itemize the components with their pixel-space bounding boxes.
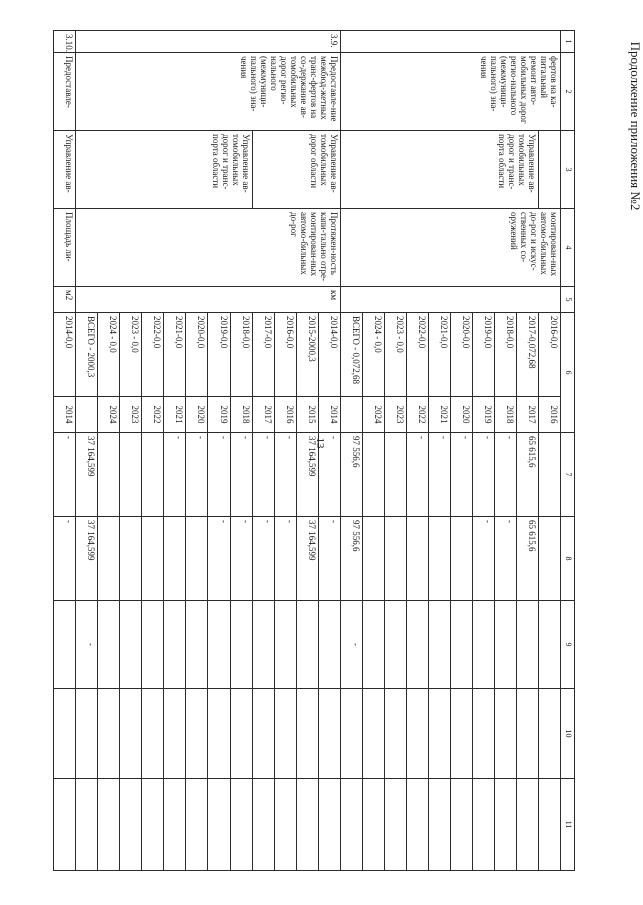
header-row <box>561 31 575 871</box>
block2-amount-regional: - <box>230 517 252 601</box>
block2-plan-value: 2019-0,0 <box>208 313 230 397</box>
block2-plan-value: 2022-0,0 <box>142 313 164 397</box>
block2-plan-value: 2016-0,0 <box>274 313 296 397</box>
block2-amount-regional: - <box>274 517 296 601</box>
block2-year: 2018 <box>230 397 252 433</box>
block1-plan-value: 2024 - 0,0 <box>362 313 384 397</box>
block2-amount: - <box>164 433 186 517</box>
block2-plan-value: 2018-0,0 <box>230 313 252 397</box>
block2-amount: - <box>208 433 230 517</box>
table-row <box>516 31 538 871</box>
block1-amount-regional: - <box>472 517 494 601</box>
block1-plan-value: 2020-0,0 <box>450 313 472 397</box>
block1-amount-regional <box>428 517 450 601</box>
block2-plan-value: 2023 - 0,0 <box>120 313 142 397</box>
header-col-8: 8 <box>561 517 575 601</box>
block1-col11 <box>538 779 560 871</box>
table-row <box>318 31 340 871</box>
block2-year: 2020 <box>186 397 208 433</box>
block2-amount: - <box>230 433 252 517</box>
block1-col10 <box>538 689 560 779</box>
block2-total-amount-regional: 37 164,599 <box>76 517 98 601</box>
header-col-9: 9 <box>561 601 575 689</box>
block1-year: 2024 <box>362 397 384 433</box>
block1-total-amount: 97 556,6 <box>340 433 362 517</box>
header-col-11: 11 <box>561 779 575 871</box>
header-col-2: 2 <box>561 53 575 131</box>
block2-description: Предоставле-ние межбюд-жетных транс-фертов на со-держание ав-томобильных дорог регио-нального (межмуници-пального) зна-чения <box>76 53 340 131</box>
block1-executor-top <box>538 131 560 209</box>
table-row <box>230 31 252 871</box>
block2-amount-regional: - <box>252 517 274 601</box>
table-row <box>54 31 76 871</box>
block1-unit <box>340 287 560 313</box>
block2-plan-value: 2014-0,0 <box>318 313 340 397</box>
block1-plan-value: 2019-0,0 <box>472 313 494 397</box>
block2-year: 2022 <box>142 397 164 433</box>
header-col-3: 3 <box>561 131 575 209</box>
header-col-4: 4 <box>561 209 575 287</box>
block2-amount <box>98 433 120 517</box>
block1-amount-regional <box>384 517 406 601</box>
block3-plan-value: 2014-0,0 <box>54 313 76 397</box>
block2-amount-regional: - <box>318 517 340 601</box>
block2-amount: - <box>252 433 274 517</box>
block1-plan-value: 2018-0,0 <box>494 313 516 397</box>
block1-amount: - <box>450 433 472 517</box>
block1-amount: - <box>428 433 450 517</box>
page-number: 13 <box>314 437 326 449</box>
block1-col9 <box>538 601 560 689</box>
block2-total-col9: - <box>76 601 98 689</box>
block1-amount-regional: 65 615,6 <box>516 517 538 601</box>
block1-year: 2020 <box>450 397 472 433</box>
block1-total-amount-regional: 97 556,6 <box>340 517 362 601</box>
block2-plan-value: 2020-0,0 <box>186 313 208 397</box>
block2-executor-b: Управление ав-томобильных дорог и транс-порта области <box>76 131 252 209</box>
block2-amount-regional <box>98 517 120 601</box>
block1-amount-regional <box>362 517 384 601</box>
block2-indicator: Протяжен-ность капи-тально отре-монтирован-ных автомо-бильных до-рог <box>76 209 340 287</box>
block2-amount-regional <box>186 517 208 601</box>
block3-indicator: Площадь ли- <box>54 209 76 287</box>
block2-amount <box>142 433 164 517</box>
block1-plan-value: 2021-0,0 <box>428 313 450 397</box>
block1-total-col9: - <box>340 601 362 689</box>
header-col-6: 6 <box>561 313 575 433</box>
block1-amount <box>538 433 560 517</box>
block1-amount-regional: - <box>494 517 516 601</box>
block3-description: Предоставле- <box>54 53 76 131</box>
block3-year: 2014 <box>54 397 76 433</box>
block2-year: 2017 <box>252 397 274 433</box>
block1-total-year <box>340 397 362 433</box>
block2-amount-regional: - <box>208 517 230 601</box>
block1-amount: - <box>472 433 494 517</box>
block1-indicator: монтирован-ных автомо-бильных до-рог и искус-ственных со-оружений <box>340 209 560 287</box>
block2-plan-value: 2015-2000,3 <box>296 313 318 397</box>
block1-plan-value: 2017-0,072,68 <box>516 313 538 397</box>
block2-unit: км <box>76 287 340 313</box>
appendix-table <box>53 30 575 871</box>
block1-amount: - <box>406 433 428 517</box>
block3-amount-regional: - <box>54 517 76 601</box>
block1-year: 2022 <box>406 397 428 433</box>
block2-total-amount: 37 164,599 <box>76 433 98 517</box>
block2-amount-regional <box>142 517 164 601</box>
header-col-7: 7 <box>561 433 575 517</box>
block1-year: 2019 <box>472 397 494 433</box>
block2-total-year <box>76 397 98 433</box>
block1-amount <box>384 433 406 517</box>
header-col-1: 1 <box>561 31 575 53</box>
block2-amount: - <box>318 433 340 517</box>
block2-year: 2024 <box>98 397 120 433</box>
block2-amount-regional <box>164 517 186 601</box>
block2-num: 3.9. <box>76 31 340 53</box>
block3-num: 3.10. <box>54 31 76 53</box>
block1-amount: 65 615,6 <box>516 433 538 517</box>
block2-year: 2016 <box>274 397 296 433</box>
block2-year: 2019 <box>208 397 230 433</box>
block1-year: 2021 <box>428 397 450 433</box>
block3-executor: Управление ав- <box>54 131 76 209</box>
block1-executor: Управление ав-томобильных дорог и транс-порта области <box>340 131 538 209</box>
block2-amount: - <box>186 433 208 517</box>
block2-amount-regional <box>120 517 142 601</box>
block2-amount: 37 164,599 <box>296 433 318 517</box>
block2-year: 2015 <box>296 397 318 433</box>
block1-amount: - <box>494 433 516 517</box>
block2-year: 2021 <box>164 397 186 433</box>
block2-total-label: ВСЕГО - 2000,3 <box>76 313 98 397</box>
block2-year: 2014 <box>318 397 340 433</box>
table-row <box>538 31 560 871</box>
block2-amount: - <box>274 433 296 517</box>
block1-amount-regional <box>450 517 472 601</box>
block2-plan-value: 2017-0,0 <box>252 313 274 397</box>
block1-plan-value: 2016-0,0 <box>538 313 560 397</box>
block2-year: 2023 <box>120 397 142 433</box>
block1-num-cell <box>340 31 560 53</box>
block2-amount-regional: 37 164,599 <box>296 517 318 601</box>
block1-plan-value: 2023 - 0,0 <box>384 313 406 397</box>
block3-amount: - <box>54 433 76 517</box>
header-col-5: 5 <box>561 287 575 313</box>
block1-year: 2023 <box>384 397 406 433</box>
block1-description: фертов на ка-питальный ремонт авто-мобильных дорог регио-нального (межмуници-пального) зна-чения <box>340 53 560 131</box>
rotated-table-container <box>53 30 575 870</box>
block2-executor-a: Управление ав-томобильных дорог области <box>252 131 340 209</box>
document-subtitle: Продолжение приложения №2 <box>628 41 643 211</box>
block2-plan-value: 2024 - 0,0 <box>98 313 120 397</box>
block1-amount-regional <box>406 517 428 601</box>
block3-unit: м2 <box>54 287 76 313</box>
block2-amount <box>120 433 142 517</box>
block1-amount-regional <box>538 517 560 601</box>
block2-plan-value: 2021-0,0 <box>164 313 186 397</box>
header-col-10: 10 <box>561 689 575 779</box>
block1-year: 2016 <box>538 397 560 433</box>
block1-year: 2018 <box>494 397 516 433</box>
block1-total-label: ВСЕГО - 0,072,68 <box>340 313 362 397</box>
block1-plan-value: 2022-0,0 <box>406 313 428 397</box>
block1-amount <box>362 433 384 517</box>
block1-year: 2017 <box>516 397 538 433</box>
